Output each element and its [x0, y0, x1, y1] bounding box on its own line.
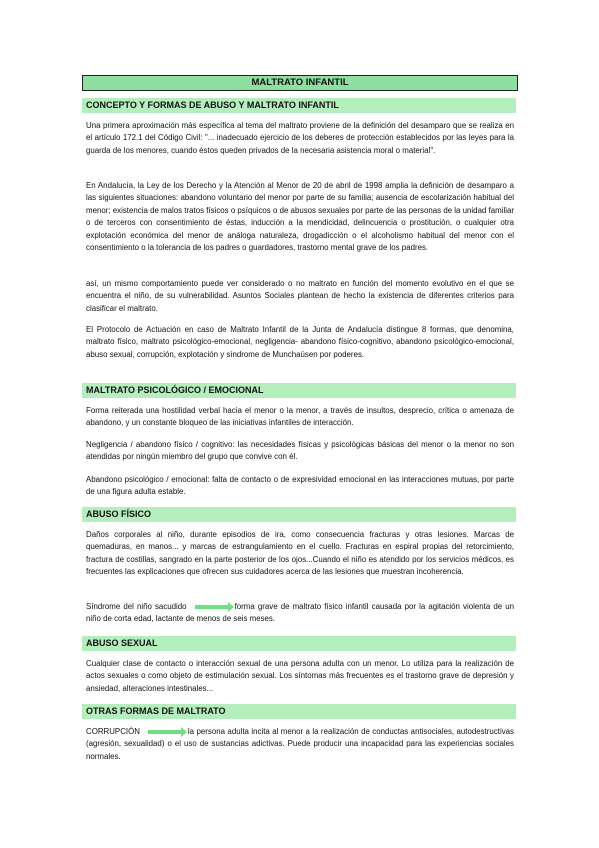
paragraph: Cualquier clase de contacto o interacción sexual de una persona adulta con un menor. Lo utiliza para la realización de actos sexuales o como objeto de estimulación sexual. Los síntomas más frecuentes es el trastorno grave de depresión y ansiedad, alteraciones intestinales...: [86, 659, 514, 693]
document-title: MALTRATO INFANTIL: [82, 75, 518, 91]
paragraph: En Andalucía, la Ley de los Derecho y la Atención al Menor de 20 de abril de 1998 amplia la definición de desamparo a las siguientes situaciones: abandono voluntario del menor por parte de su familia; ausencia de escolarización habitual del menor; existencia de malos tratos físicos o psíquicos o de abusos sexuales por parte de las personas de la unidad familiar o de terceros con consentimiento de éstas, inducción a la mendicidad, delincuencia o prostitución, o cualquier otra explotación económica del menor de análoga naturaleza, drogadicción o el alcoholismo habitual del menor con el consentimiento o la tolerancia de los padres o guardadores, trastorno mental grave de los padres.: [86, 181, 514, 253]
section-heading-abuso-sexual: ABUSO SEXUAL: [82, 636, 516, 651]
arrow-item-term: Síndrome del niño sacudido: [86, 602, 187, 611]
section-heading-concepto: CONCEPTO Y FORMAS DE ABUSO Y MALTRATO INFANTIL: [82, 98, 516, 113]
paragraph: Negligencia / abandono físico / cognitivo: las necesidades físicas y psicológicas básicas del menor o la menor no son atendidas por ningún miembro del grupo que convive con él.: [86, 440, 514, 462]
paragraph: así, un mismo comportamiento puede ver considerado o no maltrato en función del momento evolutivo en el que se encuentra el niño, de su vulnerabilidad. Asuntos Sociales plantean de hecho la existencia de diferentes criterios para clasificar el maltrato.: [86, 279, 514, 313]
green-arrow-icon: [148, 730, 182, 734]
arrow-item-text: la persona adulta incita al menor a la realización de conductas antisociales, autodestructivas (agresión, sexualidad) o el uso de sustancias adictivas. Puede producir una incapacidad para las experiencias sociales normales.: [86, 727, 514, 761]
green-arrow-icon: [195, 605, 229, 609]
arrow-item: [86, 601, 514, 626]
section-heading-otras-formas: OTRAS FORMAS DE MALTRATO: [82, 704, 516, 719]
paragraph: Abandono psicológico / emocional: falta de contacto o de expresividad emocional en las interacciones mutuas, por parte de una figura adulta estable.: [86, 475, 514, 497]
paragraph: Forma reiterada una hostilidad verbal hacia el menor o la menor, a través de insultos, desprecio, crítica o amenaza de abandono, y un constante bloqueo de las iniciativas infantiles de interacción.: [86, 406, 514, 428]
arrow-item-term: CORRUPCIÓN: [86, 727, 140, 736]
section-heading-psicologico: MALTRATO PSICOLÓGICO / EMOCIONAL: [82, 383, 516, 398]
paragraph: Daños corporales al niño, durante episodios de ira, como consecuencia fracturas y otras lesiones. Marcas de quemaduras, en manos... y marcas de estrangulamiento en el cuello. Fracturas en espiral propias del retorcimiento, fractura de costillas, sangrado en la parte posterior de los ojos...Cuando el niño es atendido por los servicios médicos, es frecuentes las explicaciones que ofrecen sus cuidadores acerca de las lesiones que muestran incoherencia.: [86, 530, 514, 577]
paragraph: Una primera aproximación más específica al tema del maltrato proviene de la definición del desamparo que se realiza en el artículo 172.1 del Código Civil: "... inadecuado ejercicio de los deberes de protección establecidos por las leyes para la guarda de los menores, cuando éstos queden privados de la necesaria asistencia moral o material".: [86, 121, 514, 155]
section-heading-abuso-fisico: ABUSO FÍSICO: [82, 507, 516, 522]
arrow-item-text: forma grave de maltrato físico infantil causada por la agitación violenta de un niño de corta edad, lactante de menos de seis meses.: [86, 602, 515, 624]
arrow-item: [86, 726, 514, 763]
paragraph: El Protocolo de Actuación en caso de Maltrato Infantil de la Junta de Andalucía distingue 8 formas, que denomina, maltrato físico, maltrato psicológico-emocional, negligencia- abandono físico-cognitivo, abandono psicológico-emocional, abuso sexual, corrupción, explotación y síndrome de Munchaüsen por poderes.: [86, 325, 514, 359]
